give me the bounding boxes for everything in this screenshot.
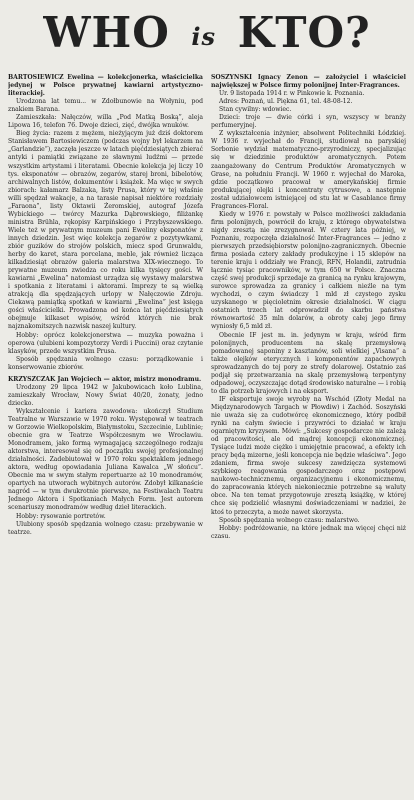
left-column [8,74,203,796]
paragraph: Z wykształcenia inżynier, absolwent Politechniki Łódzkiej. W 1936 r. wyjechał do Francji, studiował na paryskiej Sorbonie wydział matematyczno-przyrodniczy, specjalizując się w dziedzinie produktów aromatycznych. Potem zaangażowany do Centrum Produktów Aromatycznych w Grase, na południu Francji. W 1960 r. wyjechał do Maroka, gdzie początkowo pracował w amerykańskiej firmie produkującej olejki i koncentraty cytrusowe, a następnie został udziałowcem istniejącej od stu lat w Casablance firmy Fragrances-Floral. [211,130,406,210]
paragraph: Ulubiony sposób spędzania wolnego czasu: przebywanie w teatrze. [8,520,203,536]
entry-heading: KRZYSZCZAK Jan Wojciech — aktor, mistrz monodramu. [8,375,202,383]
masthead [8,0,406,70]
paragraph: Urodzona lat temu... w Zdołbunowie na Wołyniu, pod znakiem Barana. [8,98,203,114]
paragraph: Zamieszkała: Nałęczów, willa „Pod Matką Boską”, aleja Lipowa 16, telefon 76. Dwoje dzieci, zięć, dwójka wnuków. [8,114,203,130]
paragraph: Hobby: podróżowanie, na które jednak ma więcej chęci niż czasu. [211,524,406,540]
paragraph: Sposób spędzania wolnego czasu: malarstwo. [219,516,360,524]
paragraph: Hobby: rysowanie portretów. [16,512,106,520]
paragraph: Hobby: oprócz kolekcjonerstwa — muzyka poważna i operowa (ulubieni kompozytorzy Verdi i Puccini) oraz czytanie klasyków, przede wszystkim Prusa. [8,331,203,355]
headline-who: WHO [43,8,170,57]
paragraph: IF eksportuje swoje wyroby na Wschód (Złoty Medal na Międzynarodowych Targach w Płowdiw) i Zachód. Soszyński nie uważa się za cudotwórcę ekonomicznego, który podbił rynki na całym świecie i przywróci to działać w kraju ogarniętym kryzysem. Mówi: „Sukcesy gospodarcze nie zależą od pracowitości, ale od mądrej koncepcji ekonomicznej. Tysiące ludzi może ciężko i umiejętnie pracować, a efekty ich pracy będą mizerne, jeśli koncepcja nie będzie właściwa”. Jego zdaniem, firma swoje sukcesy zawdzięcza systemowi szybkiego reagowania gospodarczego oraz postępowi naukowo-technicznemu, organizacyjnemu i ekonomicznemu, do zapracowania których niekoniecznie potrzebne są waluty obce. Na ten temat przygotowuje zresztą książkę, w której chce się podzielić własnymi doświadczeniami w nadziei, że ktoś to przeczyta, a może nawet skorzysta. [211,395,406,516]
article-columns [8,74,406,796]
entry-heading: BARTOSIEWICZ Ewelina — kolekcjonerka, właścicielka jedynej w Polsce prywatnej kawiarni artystyczno-literackiej. [8,74,203,98]
paragraph: Stan cywilny: wdowiec. [219,106,292,114]
paragraph: Sposób spędzania wolnego czasu: porządkowanie i konserwowanie zbiorów. [8,355,203,371]
paragraph: Dzieci: troje — dwie córki i syn, wszyscy w branży perfumeryjnej. [211,114,406,130]
paragraph: Wykształcenie i kariera zawodowa: ukończył Studium Teatralne w Warszawie w 1970 roku. Występował w teatrach w Gorzowie Wielkopolskim, Białymstoku, Szczecinie, Lublinie; obecnie gra w Teatrze Współczesnym we Wrocławiu. Monodramem, jako formą wymagającą szczególnego rodzaju aktorstwa, interesował się od początku swojej profesjonalnej działalności. Zadebiutował w 1970 roku spektaklem jednego aktora, według opowiadania Juliana Kawalca „W słońcu”. Obecnie ma w swym stałym repertuarze aż 10 monodramów, opartych na utworach wybitnych autorów. Zdobył kilkanaście nagród — w tym dwukrotnie pierwsze, na Festiwalach Teatru Jednego Aktora i Spotkaniach Małych Form. Jest autorem scenariuszy monodramów według dzieł literackich. [8,407,203,512]
paragraph: Urodzony 29 lipca 1942 w Jakubowicach koło Lublina, zamieszkały Wrocław, Nowy Świat 40/20, żonaty, jedno dziecko. [8,383,203,407]
paragraph: Bieg życia: razem z mężem, nieżyjącym już dziś doktorem Stanisławem Bartosiewiczem (podczas wojny był lekarzem na „Garlandzie”), zaczęła jeszcze w latach pięćdziesiątych zbierać antyki i pamiątki związane ze sławnymi ludźmi — przede wszystkim artystami i literatami. Obecnie kolekcja jej liczy 10 tys. eksponatów — obrazów, zegarów, starej broni, bibelotów, archiwalnych listów, dokumentów i książek. Ma więc w swych zbiorach: kałamarz Balzaka, listy Prusa, który w tej właśnie willi spędzał wakacje, a na tarasie napisał niektóre rozdziały „Faraona”, listy Oktawii Żeromskiej, autograf Józefa Wybickiego — twórcy Mazurka Dąbrowskiego, filiżankę ministra Brühla, rękopisy Karpińskiego i Przybyszewskiego. Wiele też w prywatnym muzeum pani Eweliny eksponatów z innych dziedzin. Jest więc kolekcja zegarów z pozytywkami, zbiór guzików do strojów polskich, miecz spod Grunwaldu, herby do karet, stara porcelana, meble, jak również licząca kilkadziesiąt obrazów galeria malarstwa XIX-wiecznego. To prywatne muzeum zwiedza co roku kilka tysięcy gości. W kawiarni „Ewelina” natomiast urządza się wystawy malarstwa i spotkania z literatami i aktorami. Imprezy te są wielką atrakcją dla spędzających urlopy w Nałęczowie Zdroju. Ciekawą pamiątką spotkań w kawiarni „Ewelina” jest księga gości właścicielki. Prowadzona od końca lat pięćdziesiątych obejmuje kilkaset wpisów, wśród których nie brak najznakomitszych nazwisk naszej kultury. [8,130,203,331]
paragraph: Adres: Poznań, ul. Piękna 61, tel. 48-08-12. [219,98,353,106]
entry-heading: SOSZYŃSKI Ignacy Zenon — założyciel i właściciel największej w Polsce firmy polonijnej Inter-Fragrances. [211,74,406,90]
headline-kto: KTO? [237,8,371,57]
paragraph: Kiedy w 1976 r. powstały w Polsce możliwości zakładania firm polonijnych, powrócił do kraju, z którego obywatelstwa nigdy zresztą nie zrezygnował. W cztery lata później, w Poznaniu, rozpoczęła działalność Inter-Fragrances — jedno z pierwszych przedsiębiorstw polonijno-zagranicznych. Obecnie firma posiada cztery zakłady produkcyjne i 15 sklepów na terenie kraju i oddziały we Francji, RFN, Holandii, zatrudnia łącznie tysiąc pracowników, w tym 650 w Polsce. Znaczna część swej produkcji sprzedaje za granicą na rynku krajowym, surowce sprowadza za granicy i całkiem nieźle na tym wychodzi, o czym świadczy 1 mld zł czystego zysku uzyskanego w pięcioletnim okresie działalności. W ciągu ostatnich trzech lat odprowadził do skarbu państwa równowartość 35 mln dolarów, a obroty całej jego firmy wyniosły 6,5 mld zł. [211,210,406,331]
paragraph: Ur. 9 listopada 1914 r. w Pinkowie k. Poznania. [219,90,365,98]
headline [8,8,406,57]
paragraph: Obecnie IF jest m. in. jedynym w kraju, wśród firm polonijnych, producentem na skalę przemysłową pomadowanej saponiny z kasztanów, soli wielkiej „Visana” a także olejków eterycznych i komponentów zapachowych sprowadzanych do tej pory ze strefy dolarowej. Ostatnio zaś podjął się przetwarzania na skalę przemysłową terpentyny odpadowej, oczyszczając dotąd środowisko naturalne — i robią to dla potrzeb krajowych i na eksport. [211,331,406,395]
right-column [211,74,406,796]
headline-is: is [191,21,217,51]
